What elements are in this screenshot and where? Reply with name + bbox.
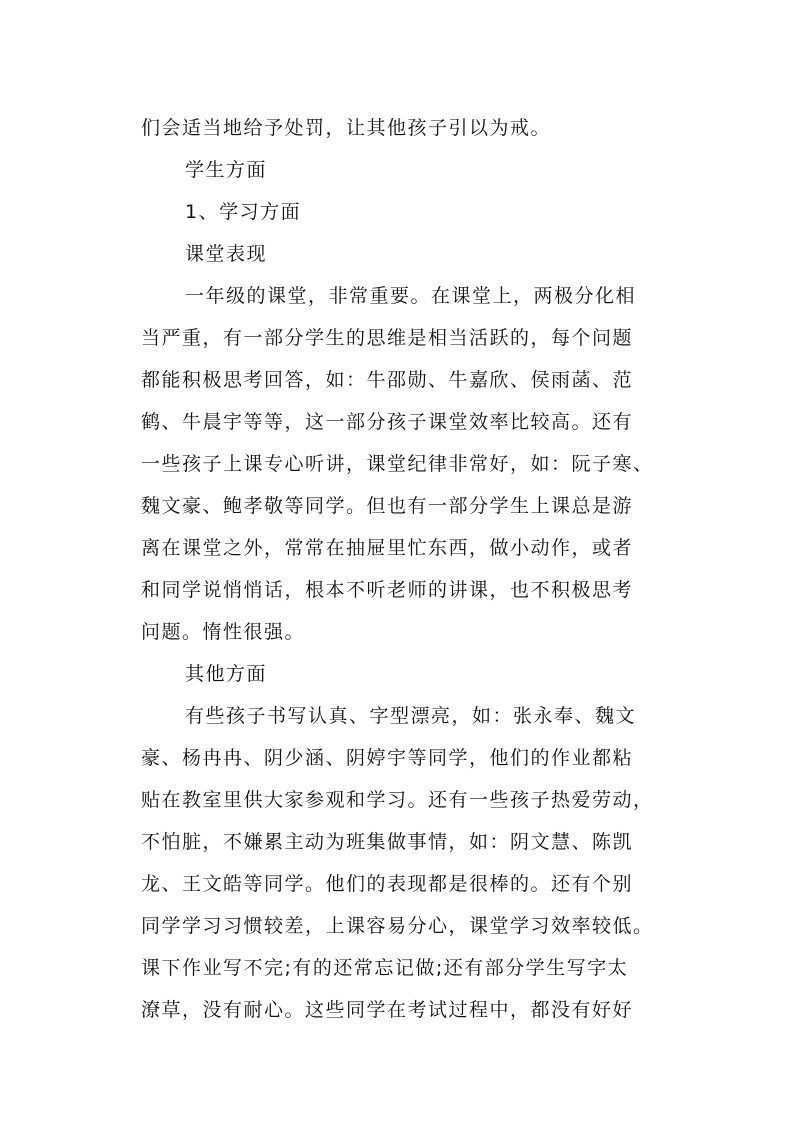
text-line: 离在课堂之外，常常在抽屉里忙东西，做小动作，或者 xyxy=(141,537,634,559)
subsection-heading-study: 1、学习方面 xyxy=(185,201,302,223)
text-line: 不怕脏，不嫌累主动为班集做事情，如：阴文慧、陈凯 xyxy=(141,831,634,853)
section-heading-students: 学生方面 xyxy=(185,159,268,181)
subsection-heading-classroom: 课堂表现 xyxy=(185,243,268,265)
text-line: 当严重，有一部分学生的思维是相当活跃的，每个问题 xyxy=(141,327,634,349)
paragraph-first-line: 有些孩子书写认真、字型漂亮，如：张永奉、魏文 xyxy=(185,705,637,727)
text-line: 同学学习习惯较差，上课容易分心，课堂学习效率较低。 xyxy=(141,915,654,937)
text-line: 课下作业写不完;有的还常忘记做;还有部分学生写字太 xyxy=(141,957,629,979)
text-line: 和同学说悄悄话，根本不听老师的讲课，也不积极思考 xyxy=(141,579,634,601)
text-line: 龙、王文皓等同学。他们的表现都是很棒的。还有个别 xyxy=(141,873,634,895)
text-line: 鹤、牛晨宇等等，这一部分孩子课堂效率比较高。还有 xyxy=(141,411,634,433)
paragraph-first-line: 一年级的课堂，非常重要。在课堂上，两极分化相 xyxy=(185,285,637,307)
text-line: 都能积极思考回答，如：牛邵勋、牛嘉欣、侯雨菡、范 xyxy=(141,369,634,391)
text-line: 贴在教室里供大家参观和学习。还有一些孩子热爱劳动， xyxy=(141,789,654,811)
text-line: 一些孩子上课专心听讲，课堂纪律非常好，如：阮子寒、 xyxy=(141,453,654,475)
section-heading-other: 其他方面 xyxy=(185,663,268,685)
text-line: 魏文豪、鲍孝敬等同学。但也有一部分学生上课总是游 xyxy=(141,495,634,517)
document-body xyxy=(141,107,661,1031)
text-line: 们会适当地给予处罚，让其他孩子引以为戒。 xyxy=(141,117,552,139)
text-line: 问题。惰性很强。 xyxy=(141,621,306,643)
text-line: 潦草，没有耐心。这些同学在考试过程中，都没有好好 xyxy=(141,999,634,1021)
text-line: 豪、杨冉冉、阴少涵、阴婷宇等同学，他们的作业都粘 xyxy=(141,747,634,769)
